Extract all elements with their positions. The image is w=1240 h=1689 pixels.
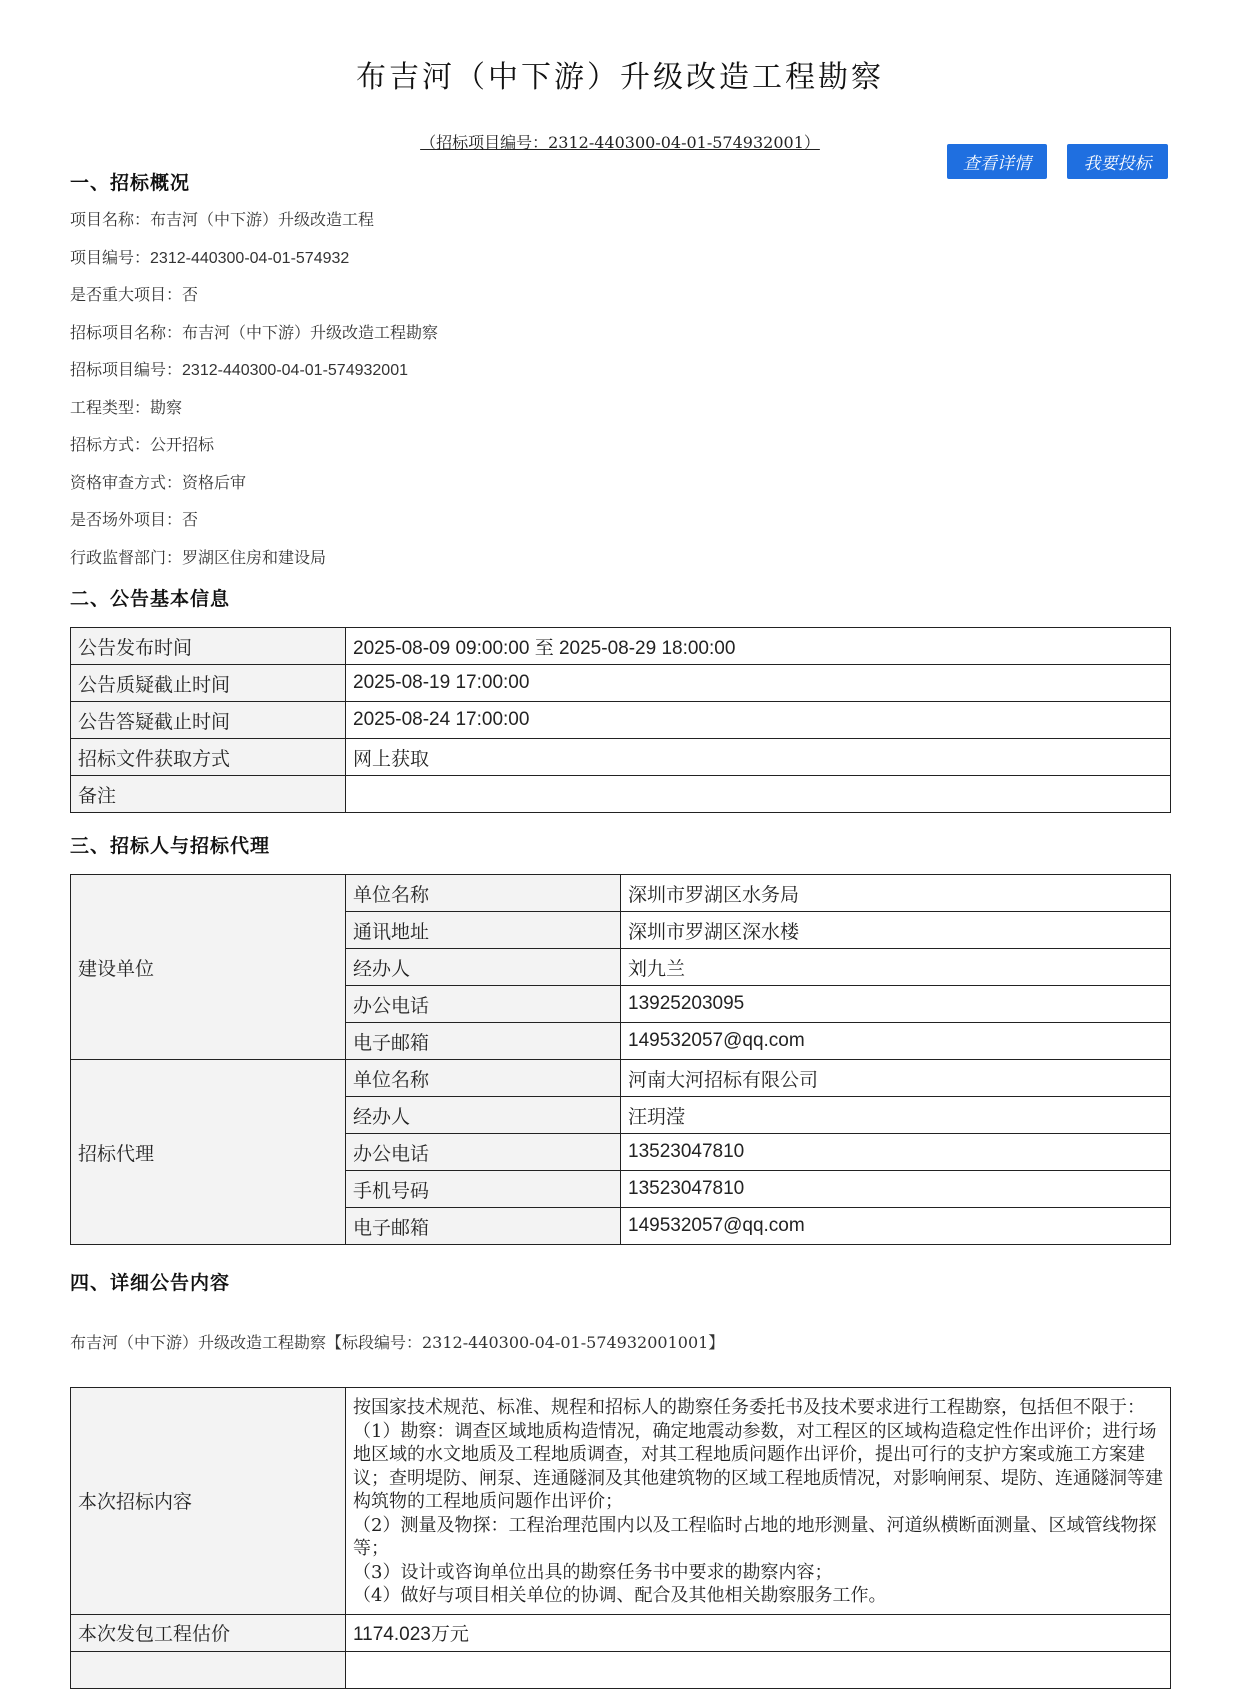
table-label-cell: 公告质疑截止时间 [71,665,346,702]
table-value-cell [346,776,1171,813]
table-value-cell: 2025-08-24 17:00:00 [346,702,1171,739]
table-label-cell: 招标文件获取方式 [71,739,346,776]
table-value-cell: 深圳市罗湖区深水楼 [621,912,1171,949]
table-value-cell: 13523047810 [621,1134,1171,1171]
lot-title: 布吉河（中下游）升级改造工程勘察【标段编号：2312-440300-04-01-574932001001】 [70,1333,725,1352]
table-value-cell: 深圳市罗湖区水务局 [621,875,1171,912]
table-value-cell: 2025-08-09 09:00:00 至 2025-08-29 18:00:00 [346,628,1171,665]
table-row [71,1060,1171,1097]
view-details-button[interactable]: 查看详情 [947,144,1047,179]
table-label-cell: 经办人 [346,949,621,986]
content-paragraph: （2）测量及物探：工程治理范围内以及工程临时占地的地形测量、河道纵横断面测量、区域管线物探等； [353,1514,1157,1559]
table-value-cell: 河南大河招标有限公司 [621,1060,1171,1097]
parties-table [70,874,1171,1245]
info-row: 招标方式：公开招标 [70,435,215,454]
content-value-cell [346,1388,1171,1615]
info-row: 工程类型：勘察 [70,397,183,417]
lot-detail-table [70,1387,1171,1689]
section-heading-overview: 一、招标概况 [70,172,191,194]
owner-group-label: 建设单位 [71,875,346,1060]
section-heading-parties: 三、招标人与招标代理 [70,835,271,857]
info-row: 行政监督部门：罗湖区住房和建设局 [70,547,327,567]
table-label-cell: 通讯地址 [346,912,621,949]
table-label-cell: 办公电话 [346,986,621,1023]
table-label-cell: 备注 [71,776,346,813]
table-row [71,1651,1171,1688]
estimate-label-cell: 本次发包工程估价 [71,1614,346,1651]
table-row [71,702,1171,739]
notice-info-table [70,627,1171,813]
table-value-cell: 149532057@qq.com [621,1208,1171,1245]
section-heading-details: 四、详细公告内容 [70,1272,231,1294]
table-value-cell: 149532057@qq.com [621,1023,1171,1060]
table-label-cell: 电子邮箱 [346,1208,621,1245]
table-label-cell: 公告答疑截止时间 [71,702,346,739]
table-row [71,776,1171,813]
info-row: 是否重大项目：否 [70,285,199,304]
table-row [71,875,1171,912]
table-label-cell: 经办人 [346,1097,621,1134]
section-heading-basic-info: 二、公告基本信息 [70,588,231,610]
table-row [71,739,1171,776]
table-row [71,1388,1171,1615]
table-label-cell: 电子邮箱 [346,1023,621,1060]
table-value-cell: 13523047810 [621,1171,1171,1208]
table-value-cell: 刘九兰 [621,949,1171,986]
table-row [71,628,1171,665]
info-row: 招标项目编号：2312-440300-04-01-574932001 [70,360,408,379]
table-value-cell [346,1651,1171,1688]
table-label-cell [71,1651,346,1688]
estimate-value-cell: 1174.023万元 [346,1614,1171,1651]
table-value-cell: 13925203095 [621,986,1171,1023]
table-value-cell: 网上获取 [346,739,1171,776]
table-label-cell: 公告发布时间 [71,628,346,665]
content-paragraph: 按国家技术规范、标准、规程和招标人的勘察任务委托书及技术要求进行工程勘察，包括但不限于： [353,1397,1145,1418]
content-paragraph: （4）做好与项目相关单位的协调、配合及其他相关勘察服务工作。 [353,1585,887,1606]
agent-group-label: 招标代理 [71,1060,346,1245]
submit-bid-button[interactable]: 我要投标 [1067,144,1168,179]
info-row: 招标项目名称：布吉河（中下游）升级改造工程勘察 [70,322,439,342]
table-label-cell: 手机号码 [346,1171,621,1208]
content-paragraph: （1）勘察：调查区域地质构造情况，确定地震动参数，对工程区的区域构造稳定性作出评价；进行场地区域的水文地质及工程地质调查，对其工程地质问题作出评价，提出可行的支护方案或施工方案建议；查明堤防、闸泵、连通隧洞及其他建筑物的区域工程地质情况，对影响闸泵、堤防、连通隧洞等建构筑物的工程地质问题作出评价； [353,1420,1163,1512]
content-label-cell: 本次招标内容 [71,1388,346,1615]
info-row: 资格审查方式：资格后审 [70,472,247,492]
table-row [71,1614,1171,1651]
table-value-cell: 汪玥滢 [621,1097,1171,1134]
table-label-cell: 办公电话 [346,1134,621,1171]
project-code-subtitle: （招标项目编号：2312-440300-04-01-574932001） [420,133,820,152]
content-paragraph: （3）设计或咨询单位出具的勘察任务书中要求的勘察内容； [353,1561,833,1583]
table-label-cell: 单位名称 [346,875,621,912]
info-row: 是否场外项目：否 [70,510,199,529]
table-value-cell: 2025-08-19 17:00:00 [346,665,1171,702]
table-row [71,665,1171,702]
info-row: 项目编号：2312-440300-04-01-574932 [70,247,350,267]
overview-list [70,207,438,582]
info-row: 项目名称：布吉河（中下游）升级改造工程 [70,210,375,229]
table-label-cell: 单位名称 [346,1060,621,1097]
page-title: 布吉河（中下游）升级改造工程勘察 [356,60,884,95]
